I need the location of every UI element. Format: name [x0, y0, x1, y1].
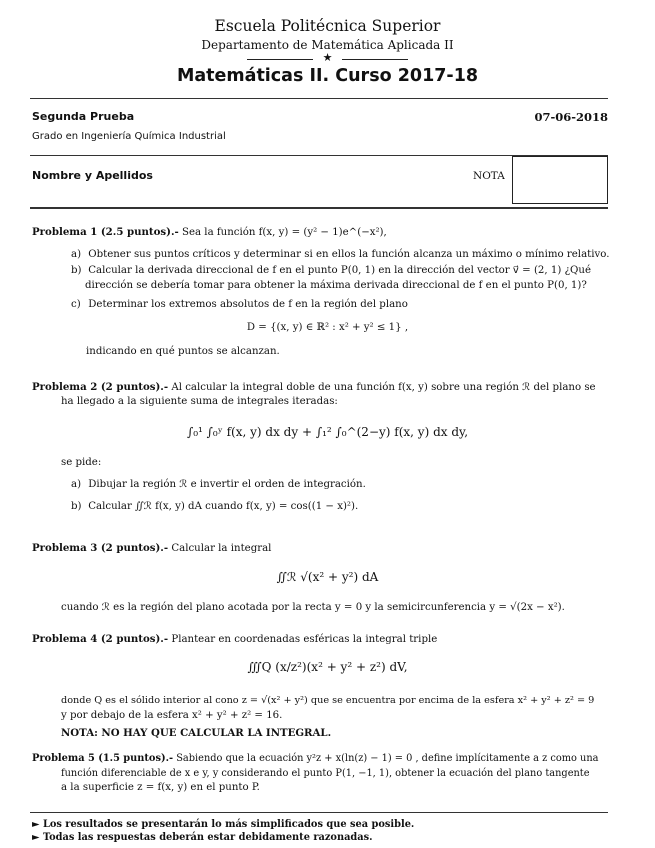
star-icon: ★ — [322, 51, 333, 64]
problem-2 — [32, 380, 596, 395]
item-text: Calcular ∬ℛ f(x, y) dA cuando f(x, y) = cos((1 − x)²). — [88, 501, 359, 512]
problem-3-formula: ∬ℛ √(x² + y²) dA — [276, 570, 379, 584]
grade-label: NOTA — [473, 170, 505, 182]
test-name: Segunda Prueba — [32, 110, 135, 123]
item-text: Calcular la derivada direccional de f en el punto P(0, 1) en la dirección del vector v⃗ = (2, 1) ¿Qué — [88, 265, 591, 276]
problem-1-intro: Sea la función f(x, y) = (y² − 1)e^(−x²), — [181, 227, 387, 238]
problem-4-formula: ∭Q (x/z²)(x² + y² + z²) dV, — [247, 660, 408, 674]
name-label: Nombre y Apellidos — [32, 169, 153, 182]
item-label: a) — [71, 479, 82, 490]
problem-3-intro: Calcular la integral — [171, 543, 272, 554]
problem-2-item-a — [71, 478, 366, 492]
problem-2-item-b — [71, 500, 358, 514]
problem-5-intro-line-2: función diferenciable de x e y, y considerando el punto P(1, −1, 1), obtener la ecuación del plano tangente — [61, 768, 590, 779]
problem-4 — [32, 632, 437, 647]
school-name: Escuela Politécnica Superior — [214, 17, 441, 35]
exam-date: 07-06-2018 — [534, 110, 608, 124]
item-text: Dibujar la región ℛ e invertir el orden de integración. — [88, 479, 366, 490]
problem-4-intro: Plantear en coordenadas esféricas la integral triple — [171, 634, 438, 645]
problem-1-title: Problema 1 (2.5 puntos).- — [32, 226, 179, 238]
problem-2-intro-line-1: Al calcular la integral doble de una función f(x, y) sobre una región ℛ del plano se — [171, 382, 596, 393]
problem-4-outro-line-1: donde Q es el sólido interior al cono z = √(x² + y²) que se encuentra por encima de la esfera x² + y² + z² = 9 — [61, 695, 595, 706]
item-label: b) — [71, 265, 82, 276]
problem-5-title: Problema 5 (1.5 puntos).- — [32, 753, 174, 764]
problem-1-item-b — [71, 264, 591, 278]
item-text: Determinar los extremos absolutos de f en la región del plano — [88, 299, 408, 310]
course-title: Matemáticas II. Curso 2017-18 — [176, 66, 479, 86]
item-label: c) — [71, 299, 81, 310]
problem-1 — [32, 225, 387, 240]
footer-note-1: ► Los resultados se presentarán lo más simplificados que sea posible. — [32, 819, 415, 830]
footer-note-2: ► Todas las respuestas deberán estar debidamente razonadas. — [32, 832, 373, 843]
problem-2-outro: se pide: — [61, 457, 102, 468]
department-name: Departamento de Matemática Aplicada II — [201, 38, 454, 52]
header-divider-right — [342, 59, 408, 60]
problem-3-title: Problema 3 (2 puntos).- — [32, 542, 169, 554]
grade-box[interactable] — [512, 156, 608, 204]
item-text: Obtener sus puntos críticos y determinar si en ellos la función alcanza un máximo o mínimo relativo. — [88, 249, 610, 260]
problem-3 — [32, 541, 271, 556]
problem-4-outro-line-2: y por debajo de la esfera x² + y² + z² = 16. — [61, 710, 283, 721]
name-rule — [30, 207, 608, 209]
problem-2-title: Problema 2 (2 puntos).- — [32, 381, 169, 393]
problem-1-item-c — [71, 298, 408, 312]
item-label: b) — [71, 501, 82, 512]
problem-5-intro-line-1: Sabiendo que la ecuación y²z + x(ln(z) − 1) = 0 , define implícitamente a z como una — [176, 753, 599, 764]
problem-1-item-a — [71, 248, 609, 262]
problem-4-note: NOTA: NO HAY QUE CALCULAR LA INTEGRAL. — [61, 727, 332, 739]
problem-1-formula: D = {(x, y) ∈ ℝ² : x² + y² ≤ 1} , — [246, 322, 409, 333]
problem-5-intro-line-3: a la superficie z = f(x, y) en el punto P. — [61, 782, 260, 793]
item-label: a) — [71, 249, 82, 260]
problem-2-formula: ∫₀¹ ∫₀ʸ f(x, y) dx dy + ∫₁² ∫₀^(2−y) f(x, y) dx dy, — [186, 425, 469, 439]
top-rule — [30, 98, 608, 99]
problem-4-title: Problema 4 (2 puntos).- — [32, 633, 169, 645]
problem-1-item-b-line-2: dirección se debería tomar para obtener la máxima derivada direccional de f en el punto P(0, 1)? — [85, 280, 587, 291]
problem-1-outro: indicando en qué puntos se alcanzan. — [86, 346, 280, 357]
degree-name: Grado en Ingeniería Química Industrial — [32, 131, 226, 142]
problem-5 — [32, 752, 599, 766]
problem-3-outro: cuando ℛ es la región del plano acotada por la recta y = 0 y la semicircunferencia y = √(2x − x²). — [61, 602, 565, 613]
problem-2-intro-line-2: ha llegado a la siguiente suma de integrales iteradas: — [61, 396, 338, 407]
footer-rule — [30, 812, 608, 813]
